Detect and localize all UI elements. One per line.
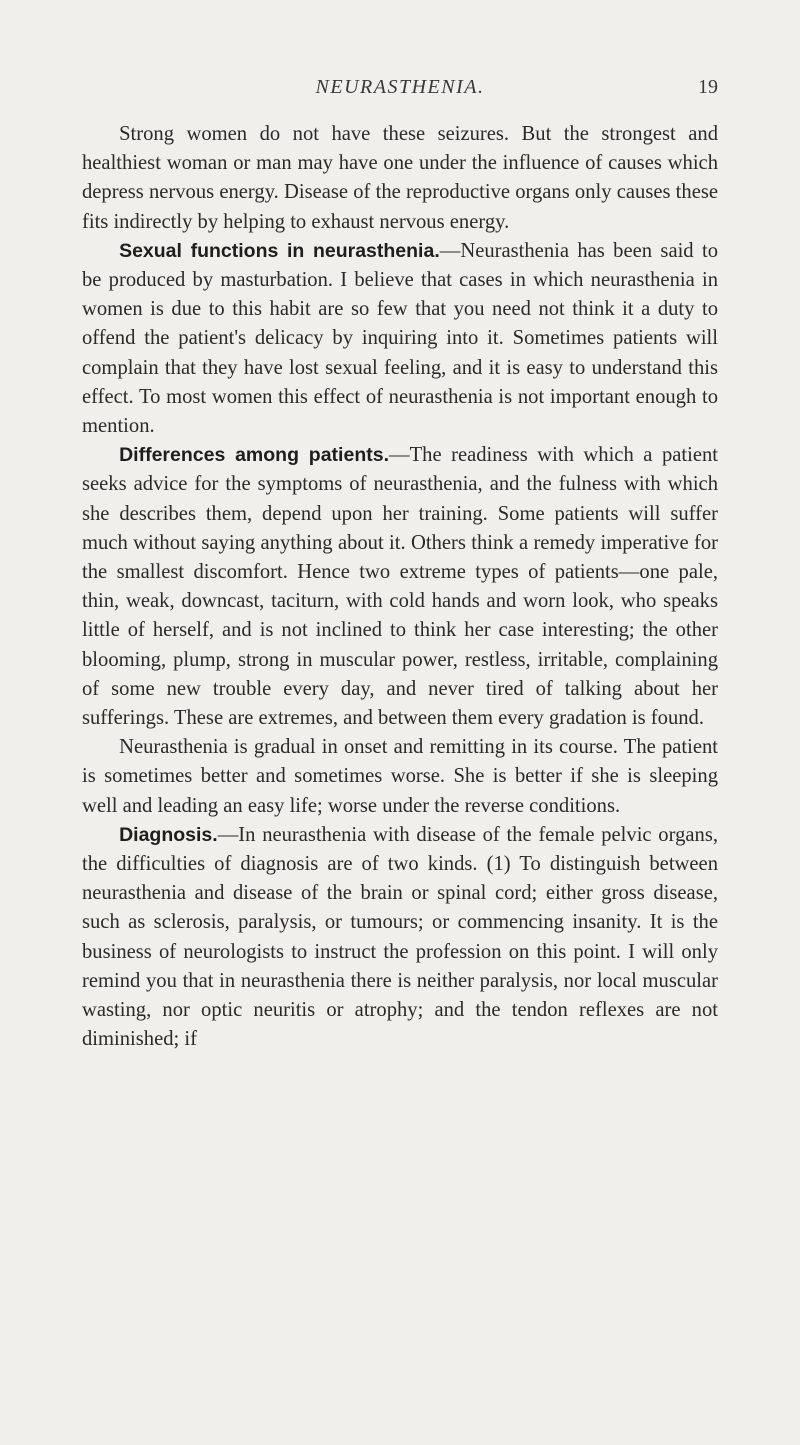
paragraph xyxy=(82,441,718,733)
paragraph xyxy=(82,821,718,1055)
page-number: 19 xyxy=(698,76,718,98)
running-title: NEURASTHENIA. xyxy=(315,76,485,98)
paragraph-text: —Neurasthenia has been said to be produced by masturbation. I believe that cases in which neurasthenia in women is due to this habit are so few that you need not think it a duty to offend the patient's delicacy by inquiring into it. Sometimes patients will complain that they have lost sexual feeling, and it is easy to understand this effect. To most women this effect of neurasthenia is not important enough to mention. xyxy=(82,239,718,438)
paragraph xyxy=(82,120,718,237)
paragraph xyxy=(82,733,718,821)
body-text xyxy=(82,120,718,1055)
paragraph-text: Strong women do not have these seizures. But the strongest and healthiest woman or man may have one under the influence of causes which depress nervous energy. Disease of the reproductive organs only causes these fits indirectly by helping to exhaust nervous energy. xyxy=(82,123,718,233)
section-heading: Differences among patients. xyxy=(119,444,389,467)
paragraph-text: —In neurasthenia with disease of the female pelvic organs, the difficulties of diagnosis are of two kinds. (1) To distinguish between neurasthenia and disease of the brain or spinal cord; either gross disease, such as sclerosis, paralysis, or tumours; or commencing insanity. It is the business of neurologists to instruct the profession on this point. I will only remind you that in neurasthenia there is neither paralysis, nor local muscular wasting, nor optic neuritis or atrophy; and the tendon reflexes are not diminished; if xyxy=(82,823,718,1051)
section-heading: Sexual functions in neurasthenia. xyxy=(119,239,440,262)
section-heading: Diagnosis. xyxy=(119,823,218,846)
paragraph-text: —The readiness with which a patient seeks advice for the symptoms of neurasthenia, and the fulness with which she describes them, depend upon her training. Some patients will suffer much without saying anything about it. Others think a remedy imperative for the smallest discomfort. Hence two extreme types of patients—one pale, thin, weak, downcast, taciturn, with cold hands and worn look, who speaks little of herself, and is not inclined to think her case interesting; the other blooming, plump, strong in muscular power, restless, irritable, complaining of some new trouble every day, and never tired of talking about her sufferings. These are extremes, and between them every gradation is found. xyxy=(82,444,718,730)
running-head xyxy=(82,76,718,104)
paragraph xyxy=(82,237,718,441)
paragraph-text: Neurasthenia is gradual in onset and remitting in its course. The patient is sometimes better and sometimes worse. She is better if she is sleeping well and leading an easy life; worse under the reverse conditions. xyxy=(82,736,718,817)
